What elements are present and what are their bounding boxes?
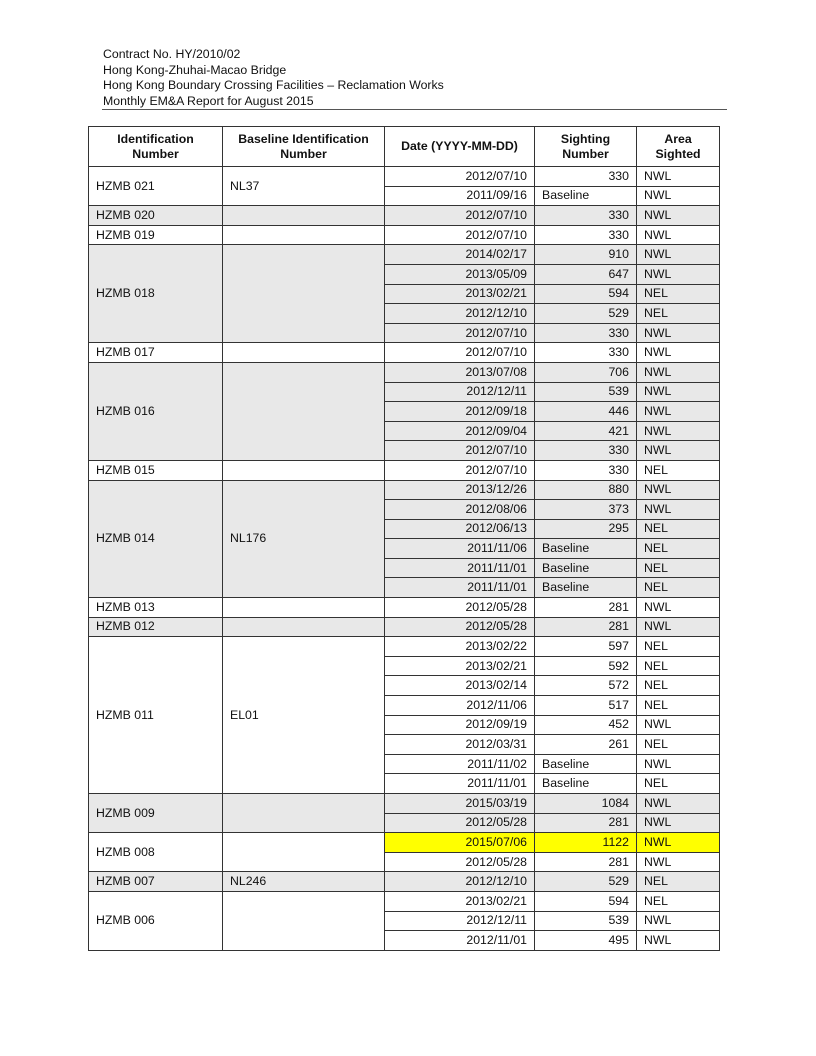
area-sighted-cell: NWL xyxy=(637,441,720,461)
sighting-number-cell: 446 xyxy=(535,402,637,422)
area-sighted-cell: NWL xyxy=(637,813,720,833)
date-cell: 2011/11/06 xyxy=(385,539,535,559)
sighting-number-cell: Baseline xyxy=(535,774,637,794)
sighting-number-cell: 647 xyxy=(535,264,637,284)
date-cell: 2012/09/18 xyxy=(385,402,535,422)
date-cell: 2012/09/04 xyxy=(385,421,535,441)
sighting-number-cell: 330 xyxy=(535,206,637,226)
date-cell: 2013/05/09 xyxy=(385,264,535,284)
sighting-number-cell: 330 xyxy=(535,225,637,245)
sighting-number-cell: 495 xyxy=(535,931,637,951)
date-cell: 2012/07/10 xyxy=(385,323,535,343)
area-sighted-cell: NWL xyxy=(637,480,720,500)
area-sighted-cell: NWL xyxy=(637,245,720,265)
sighting-number-cell: 529 xyxy=(535,304,637,324)
date-cell: 2012/07/10 xyxy=(385,206,535,226)
date-cell: 2012/05/28 xyxy=(385,852,535,872)
sighting-number-cell: 517 xyxy=(535,696,637,716)
sighting-number-cell: 281 xyxy=(535,598,637,618)
sighting-number-cell: 880 xyxy=(535,480,637,500)
date-cell: 2012/12/11 xyxy=(385,911,535,931)
identification-cell: HZMB 006 xyxy=(89,891,223,950)
table-row xyxy=(89,617,720,637)
area-sighted-cell: NWL xyxy=(637,167,720,187)
table-row xyxy=(89,225,720,245)
date-cell: 2012/07/10 xyxy=(385,167,535,187)
date-cell: 2011/11/02 xyxy=(385,754,535,774)
sightings-table xyxy=(88,126,720,951)
identification-cell: HZMB 019 xyxy=(89,225,223,245)
table-row xyxy=(89,167,720,187)
identification-cell: HZMB 021 xyxy=(89,167,223,206)
area-sighted-cell: NWL xyxy=(637,402,720,422)
sighting-number-cell: Baseline xyxy=(535,186,637,206)
baseline-id-cell xyxy=(223,598,385,618)
sighting-number-cell: 330 xyxy=(535,343,637,363)
area-sighted-cell: NWL xyxy=(637,500,720,520)
area-sighted-cell: NEL xyxy=(637,519,720,539)
identification-cell: HZMB 012 xyxy=(89,617,223,637)
date-cell: 2013/02/21 xyxy=(385,891,535,911)
sighting-number-cell: 330 xyxy=(535,167,637,187)
sighting-number-cell: 330 xyxy=(535,441,637,461)
sighting-number-cell: 529 xyxy=(535,872,637,892)
date-cell: 2015/03/19 xyxy=(385,794,535,814)
area-sighted-cell: NWL xyxy=(637,715,720,735)
header-divider xyxy=(102,109,727,110)
sighting-number-cell: 594 xyxy=(535,891,637,911)
column-header-sighting: Sighting Number xyxy=(535,127,637,167)
date-cell: 2012/06/13 xyxy=(385,519,535,539)
date-cell: 2012/05/28 xyxy=(385,598,535,618)
sighting-number-cell: 330 xyxy=(535,460,637,480)
report-title: Monthly EM&A Report for August 2015 xyxy=(103,93,314,108)
sighting-number-cell: 330 xyxy=(535,323,637,343)
date-cell: 2012/12/10 xyxy=(385,872,535,892)
baseline-id-cell: NL246 xyxy=(223,872,385,892)
area-sighted-cell: NEL xyxy=(637,304,720,324)
date-cell: 2012/07/10 xyxy=(385,441,535,461)
sighting-number-cell: 261 xyxy=(535,735,637,755)
area-sighted-cell: NWL xyxy=(637,911,720,931)
baseline-id-cell xyxy=(223,460,385,480)
date-cell: 2014/02/17 xyxy=(385,245,535,265)
date-cell: 2012/07/10 xyxy=(385,343,535,363)
area-sighted-cell: NWL xyxy=(637,186,720,206)
identification-cell: HZMB 007 xyxy=(89,872,223,892)
area-sighted-cell: NEL xyxy=(637,676,720,696)
sighting-number-cell: Baseline xyxy=(535,754,637,774)
sighting-number-cell: 281 xyxy=(535,852,637,872)
identification-cell: HZMB 016 xyxy=(89,362,223,460)
date-cell: 2011/11/01 xyxy=(385,774,535,794)
area-sighted-cell: NWL xyxy=(637,754,720,774)
sighting-number-cell: 592 xyxy=(535,656,637,676)
identification-cell: HZMB 020 xyxy=(89,206,223,226)
area-sighted-cell: NWL xyxy=(637,206,720,226)
column-header-area: Area Sighted xyxy=(637,127,720,167)
table-body xyxy=(89,167,720,951)
column-header-baseline: Baseline Identification Number xyxy=(223,127,385,167)
page-header xyxy=(103,47,727,109)
baseline-id-cell xyxy=(223,225,385,245)
project-subtitle: Hong Kong Boundary Crossing Facilities – Reclamation Works xyxy=(103,78,444,93)
area-sighted-cell: NEL xyxy=(637,284,720,304)
area-sighted-cell: NWL xyxy=(637,598,720,618)
date-cell: 2012/09/19 xyxy=(385,715,535,735)
baseline-id-cell xyxy=(223,891,385,950)
date-cell: 2013/02/21 xyxy=(385,284,535,304)
date-cell: 2011/11/01 xyxy=(385,558,535,578)
date-cell: 2013/02/21 xyxy=(385,656,535,676)
sighting-number-cell: 910 xyxy=(535,245,637,265)
date-cell: 2012/11/01 xyxy=(385,931,535,951)
sighting-number-cell: 421 xyxy=(535,421,637,441)
area-sighted-cell: NWL xyxy=(637,264,720,284)
date-cell: 2013/12/26 xyxy=(385,480,535,500)
area-sighted-cell: NWL xyxy=(637,421,720,441)
area-sighted-cell: NWL xyxy=(637,362,720,382)
area-sighted-cell: NWL xyxy=(637,225,720,245)
area-sighted-cell: NEL xyxy=(637,637,720,657)
sighting-number-cell: Baseline xyxy=(535,578,637,598)
area-sighted-cell: NWL xyxy=(637,323,720,343)
date-cell: 2011/09/16 xyxy=(385,186,535,206)
sighting-number-cell: 281 xyxy=(535,813,637,833)
date-cell: 2012/05/28 xyxy=(385,813,535,833)
baseline-id-cell xyxy=(223,617,385,637)
date-cell: 2011/11/01 xyxy=(385,578,535,598)
date-cell: 2012/08/06 xyxy=(385,500,535,520)
column-header-date: Date (YYYY-MM-DD) xyxy=(385,127,535,167)
area-sighted-cell: NEL xyxy=(637,891,720,911)
project-name: Hong Kong-Zhuhai-Macao Bridge xyxy=(103,62,287,77)
identification-cell: HZMB 013 xyxy=(89,598,223,618)
table-row xyxy=(89,480,720,500)
baseline-id-cell xyxy=(223,206,385,226)
baseline-id-cell xyxy=(223,794,385,833)
baseline-id-cell xyxy=(223,245,385,343)
baseline-id-cell: NL176 xyxy=(223,480,385,598)
sighting-number-cell: 539 xyxy=(535,382,637,402)
table-row xyxy=(89,245,720,265)
area-sighted-cell: NWL xyxy=(637,617,720,637)
identification-cell: HZMB 015 xyxy=(89,460,223,480)
sighting-number-cell: Baseline xyxy=(535,558,637,578)
baseline-id-cell: EL01 xyxy=(223,637,385,794)
date-cell: 2012/07/10 xyxy=(385,225,535,245)
table-row xyxy=(89,343,720,363)
contract-number: Contract No. HY/2010/02 xyxy=(103,47,241,61)
area-sighted-cell: NEL xyxy=(637,558,720,578)
table-row xyxy=(89,891,720,911)
sighting-number-cell: 295 xyxy=(535,519,637,539)
date-cell: 2015/07/06 xyxy=(385,833,535,853)
identification-cell: HZMB 009 xyxy=(89,794,223,833)
area-sighted-cell: NWL xyxy=(637,833,720,853)
area-sighted-cell: NWL xyxy=(637,931,720,951)
area-sighted-cell: NEL xyxy=(637,578,720,598)
sighting-number-cell: 539 xyxy=(535,911,637,931)
column-header-identification: Identification Number xyxy=(89,127,223,167)
baseline-id-cell xyxy=(223,343,385,363)
sighting-number-cell: 1122 xyxy=(535,833,637,853)
date-cell: 2012/12/11 xyxy=(385,382,535,402)
table-row xyxy=(89,833,720,853)
sighting-number-cell: 373 xyxy=(535,500,637,520)
identification-cell: HZMB 017 xyxy=(89,343,223,363)
area-sighted-cell: NEL xyxy=(637,696,720,716)
date-cell: 2012/11/06 xyxy=(385,696,535,716)
date-cell: 2013/02/14 xyxy=(385,676,535,696)
sighting-number-cell: 281 xyxy=(535,617,637,637)
area-sighted-cell: NWL xyxy=(637,794,720,814)
date-cell: 2012/05/28 xyxy=(385,617,535,637)
sighting-number-cell: 594 xyxy=(535,284,637,304)
table-row xyxy=(89,872,720,892)
baseline-id-cell: NL37 xyxy=(223,167,385,206)
baseline-id-cell xyxy=(223,833,385,872)
date-cell: 2012/12/10 xyxy=(385,304,535,324)
area-sighted-cell: NEL xyxy=(637,735,720,755)
date-cell: 2013/07/08 xyxy=(385,362,535,382)
sighting-number-cell: 1084 xyxy=(535,794,637,814)
date-cell: 2013/02/22 xyxy=(385,637,535,657)
area-sighted-cell: NWL xyxy=(637,343,720,363)
table-header-row xyxy=(89,127,720,167)
identification-cell: HZMB 014 xyxy=(89,480,223,598)
sighting-number-cell: 452 xyxy=(535,715,637,735)
area-sighted-cell: NEL xyxy=(637,872,720,892)
table-row xyxy=(89,460,720,480)
area-sighted-cell: NWL xyxy=(637,382,720,402)
date-cell: 2012/03/31 xyxy=(385,735,535,755)
identification-cell: HZMB 018 xyxy=(89,245,223,343)
sighting-number-cell: Baseline xyxy=(535,539,637,559)
area-sighted-cell: NEL xyxy=(637,539,720,559)
identification-cell: HZMB 008 xyxy=(89,833,223,872)
sighting-number-cell: 706 xyxy=(535,362,637,382)
table-row xyxy=(89,206,720,226)
area-sighted-cell: NEL xyxy=(637,774,720,794)
date-cell: 2012/07/10 xyxy=(385,460,535,480)
table-row xyxy=(89,362,720,382)
table-row xyxy=(89,637,720,657)
table-row xyxy=(89,598,720,618)
area-sighted-cell: NWL xyxy=(637,852,720,872)
area-sighted-cell: NEL xyxy=(637,460,720,480)
table-row xyxy=(89,794,720,814)
baseline-id-cell xyxy=(223,362,385,460)
area-sighted-cell: NEL xyxy=(637,656,720,676)
identification-cell: HZMB 011 xyxy=(89,637,223,794)
sighting-number-cell: 597 xyxy=(535,637,637,657)
sighting-number-cell: 572 xyxy=(535,676,637,696)
